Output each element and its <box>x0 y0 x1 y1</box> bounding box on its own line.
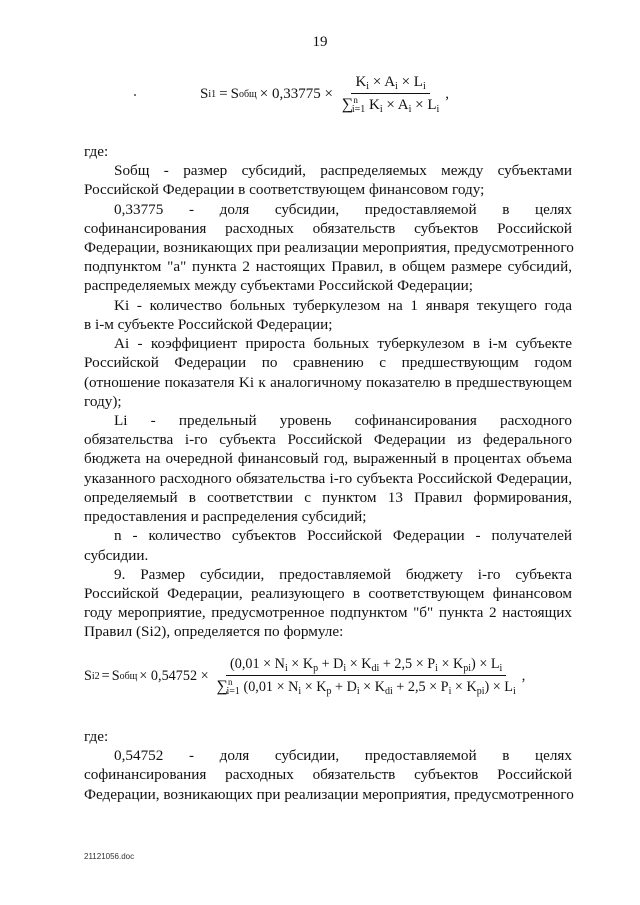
text-line: Российской Федерации, реализующего в соответствующем финансовом <box>84 585 572 602</box>
text-line: определяемый в соответствии с пунктом 13 Правил формирования, <box>84 489 572 506</box>
scan-speck <box>134 94 136 96</box>
text-line: Ai - коэффициент прироста больных туберкулезом в i-м субъекте <box>114 335 572 352</box>
text-line: 0,33775 - доля субсидии, предоставляемой в целях <box>114 201 572 218</box>
text-line: субсидии. <box>84 547 149 564</box>
text-line: Федерации, возникающих при реализации мероприятия, предусмотренного <box>84 786 574 803</box>
text-line: Ki - количество больных туберкулезом на 1 января текущего года <box>114 297 572 314</box>
text-line: софинансирования расходных обязательств субъектов Российской <box>84 766 572 783</box>
text-line: распределяемых между субъектами Российской Федерации; <box>84 277 474 294</box>
text-line: году); <box>84 393 122 410</box>
text-line: где: <box>84 143 109 160</box>
text-line: где: <box>84 728 109 745</box>
text-line: в i-м субъекте Российской Федерации; <box>84 316 333 333</box>
text-line: Федерации, возникающих при реализации мероприятия, предусмотренного <box>84 239 574 256</box>
text-line: Li - предельный уровень софинансирования расходного <box>114 412 572 429</box>
formula1-fraction: $\frac{K_i \times A_i \times L_i}{\sum^n_{i=1} K_i \times A_i \times L_i}$ <box>341 74 440 115</box>
text-line: Российской Федерации в соответствующем финансовом году; <box>84 181 485 198</box>
text-line: году мероприятие, предусмотренное подпунктом "б" пункта 2 настоящих <box>84 604 572 621</box>
text-line: софинансирования расходных обязательств субъектов Российской <box>84 220 572 237</box>
text-line: (отношение показателя Ki к аналогичному показателю в предшествующем <box>84 374 572 391</box>
text-line: Российской Федерации по сравнению с предшествующим годом <box>84 354 572 371</box>
text-line: бюджета на очередной финансовый год, выраженный в процентах объема <box>84 450 572 467</box>
formula-s-i1: S i1 = S общ × 0,33775 × $\frac{K_i \times A_i \times L_i}{\sum^n_{i=1} K_i \times A_i \times L_i}$ , <box>200 74 450 115</box>
text-line: 0,54752 - доля субсидии, предоставляемой в целях <box>114 747 572 764</box>
text-line: предоставления и распределения субсидий; <box>84 508 367 525</box>
formula-s-i2: S i2 = S общ × 0,54752 × $(0,01 \times N_i \times K_p + D_i \times K_{di} + 2,5 \times P_i \times K_{pi}) \times L_i$ ∑$^n_{i=1}$ $(0,01 \times N_i \times K_p + D_i \times K_{di} + 2,5 \times P_i \times K_{pi}) \times L_i$ , <box>84 656 526 697</box>
text-line: указанного расходного обязательства i-го субъекта Российской Федерации, <box>84 470 572 487</box>
text-line: Правил (Si2), определяется по формуле: <box>84 623 344 640</box>
formula2-fraction: $(0,01 \times N_i \times K_p + D_i \times K_{di} + 2,5 \times P_i \times K_{pi}) \times L_i$ ∑$^n_{i=1}$ $(0,01 \times N_i \times K_p + D_i \times K_{di} + 2,5 \times P_i \times K_{pi}) \times L_i$ <box>216 656 516 697</box>
text-line: подпунктом "а" пункта 2 настоящих Правил, в общем размере субсидий, <box>84 258 572 275</box>
text-line: 9. Размер субсидии, предоставляемой бюджету i-го субъекта <box>114 566 572 583</box>
footer-filename: 21121056.doc <box>84 852 135 861</box>
text-line: Sобщ - размер субсидий, распределяемых между субъектами <box>114 162 572 179</box>
text-line: n - количество субъектов Российской Федерации - получателей <box>114 527 572 544</box>
page-number: 19 <box>312 34 328 50</box>
text-line: обязательства i-го субъекта Российской Федерации из федерального <box>84 431 572 448</box>
